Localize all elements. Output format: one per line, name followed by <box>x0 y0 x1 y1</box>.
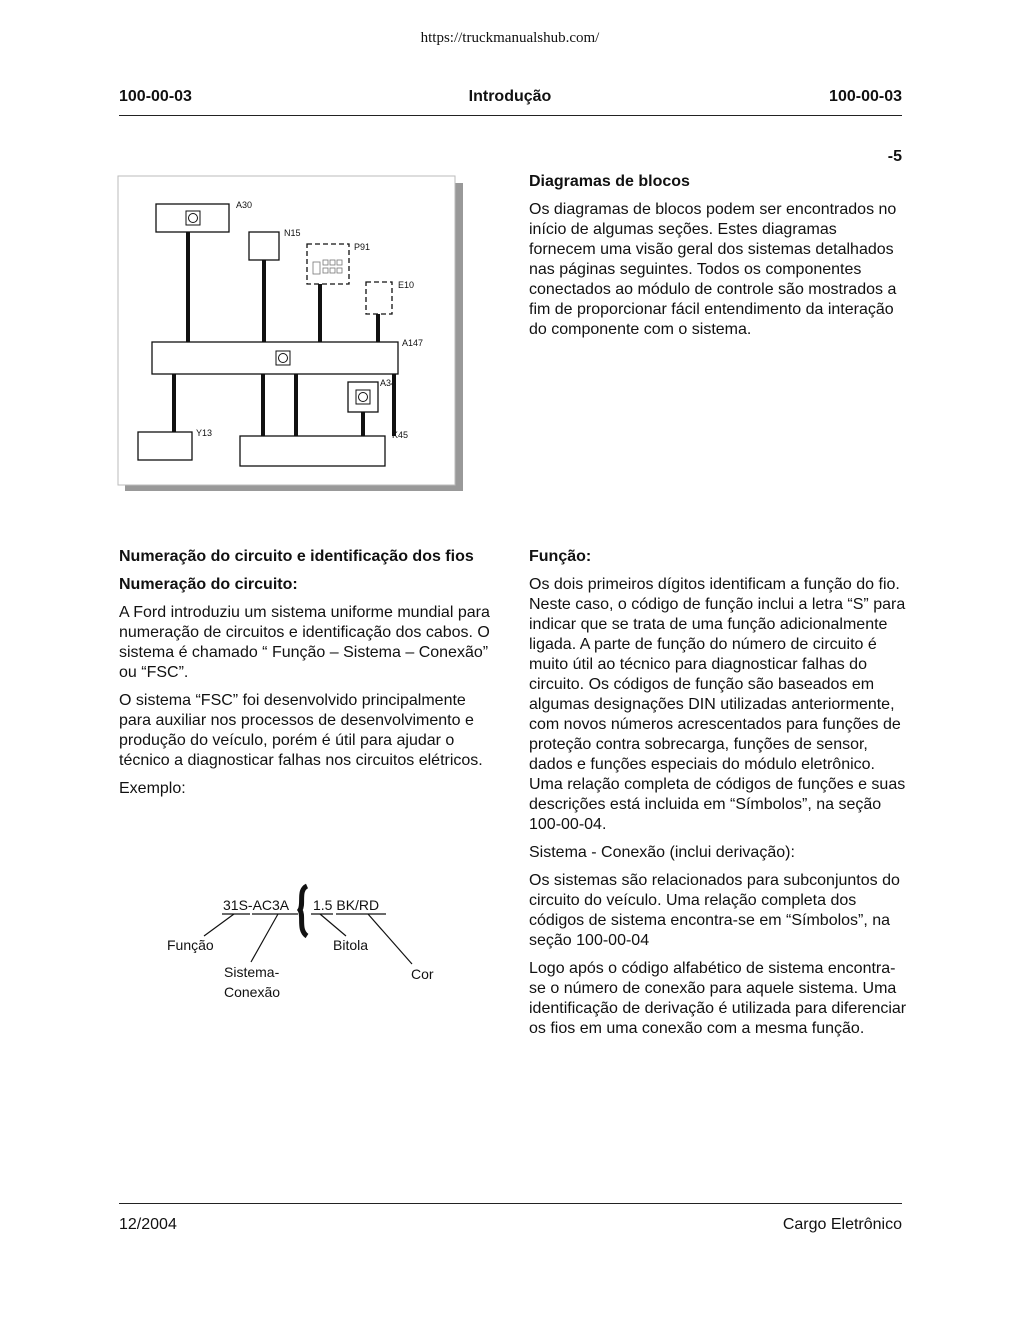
example-label-funcao: Função <box>167 937 214 953</box>
header-title: Introdução <box>468 88 552 105</box>
block-diagrams-section <box>529 172 905 348</box>
connector-brace-icon <box>300 886 307 936</box>
block-k45 <box>240 436 385 466</box>
example-label-sistema-2: Conexão <box>224 984 281 1000</box>
label-p91: P91 <box>354 242 371 252</box>
example-code-right: 1.5 BK/RD <box>313 897 380 913</box>
example-label-cor: Cor <box>411 966 434 982</box>
footer-rule <box>119 1203 902 1204</box>
label-a147: A147 <box>402 338 424 348</box>
example-label-sistema-1: Sistema- <box>224 964 280 980</box>
header-right-code: 100-00-03 <box>829 88 902 105</box>
label-y13: Y13 <box>196 428 213 438</box>
top-url: https://truckmanualshub.com/ <box>420 30 600 46</box>
page-number: -5 <box>887 148 902 165</box>
footer-date: 12/2004 <box>119 1216 177 1233</box>
circuit-numbering-paragraph-1: A Ford introduziu um sistema uniforme mundial para numeração de circuitos e identificação dos cabos. O sistema é chamado “ Função – Sistema – Conexão” ou “FSC”. <box>119 604 490 681</box>
system-paragraph: Os sistemas são relacionados para subconjuntos do circuito do veículo. Uma relação completa dos códigos de sistema encontra-se em “Símbolos”, na seção 100-00-04 <box>529 872 900 949</box>
header-rule <box>119 115 902 116</box>
system-connection-label: Sistema - Conexão (inclui derivação): <box>529 844 795 861</box>
label-a30: A30 <box>236 200 253 210</box>
example-label-bitola: Bitola <box>333 937 369 953</box>
circuit-numbering-section <box>119 547 499 807</box>
label-e10: E10 <box>398 280 415 290</box>
circuit-numbering-subheading: Numeração do circuito: <box>119 576 298 593</box>
label-n15: N15 <box>284 228 301 238</box>
block-y13 <box>138 432 192 460</box>
function-paragraph: Os dois primeiros dígitos identificam a função do fio. Neste caso, o código de função inclui a letra “S” para indicar que se trata de uma função adicionalmente ligada. A parte de função do número de circuito é muito útil ao técnico para diagnosticar falhas do circuito. Os códigos de função são baseados em algumas designações DIN utilizadas anteriormente, com novos números acrescentados para funções de proteção contra sobrecarga, funções de sensor, dados e funções especiais do módulo eletrônico. Uma relação completa de códigos de funções e suas descrições está incluida em “Símbolos”, na seção 100-00-04. <box>529 576 906 833</box>
block-n15 <box>249 232 279 260</box>
block-diagram <box>116 174 466 494</box>
block-diagrams-paragraph: Os diagramas de blocos podem ser encontrados no início de algumas seções. Estes diagramas fornecem uma visão geral dos sistemas detalhados nas páginas seguintes. Todos os componentes conectados ao módulo de controle são mostrados a fim de proporcionar fácil entendimento da interação do componente com o sistema. <box>529 201 897 338</box>
function-heading: Função: <box>529 548 592 565</box>
block-a147 <box>152 342 398 374</box>
circuit-numbering-heading: Numeração do circuito e identificação dos fios <box>119 548 474 565</box>
example-label: Exemplo: <box>119 780 186 797</box>
circuit-numbering-paragraph-2: O sistema “FSC” foi desenvolvido principalmente para auxiliar nos processos de desenvolvimento e produção do veículo, porém é útil para ajudar o técnico a diagnosticar falhas nos circuitos elétricos. <box>119 692 483 769</box>
label-k45: K45 <box>392 430 409 440</box>
connection-paragraph: Logo após o código alfabético de sistema encontra-se o número de conexão para aquele sistema. Uma identificação de derivação é utilizada para diferenciar os fios em uma conexão com a mesma função. <box>529 960 907 1037</box>
footer-title: Cargo Eletrônico <box>782 1216 902 1233</box>
function-section <box>529 547 907 1047</box>
label-a34: A34 <box>380 378 397 388</box>
example-code-left: 31S-AC3A <box>223 897 290 913</box>
block-diagrams-heading: Diagramas de blocos <box>529 173 690 190</box>
header-left-code: 100-00-03 <box>119 88 192 105</box>
wire-code-example <box>160 880 460 1005</box>
block-e10 <box>366 282 392 314</box>
